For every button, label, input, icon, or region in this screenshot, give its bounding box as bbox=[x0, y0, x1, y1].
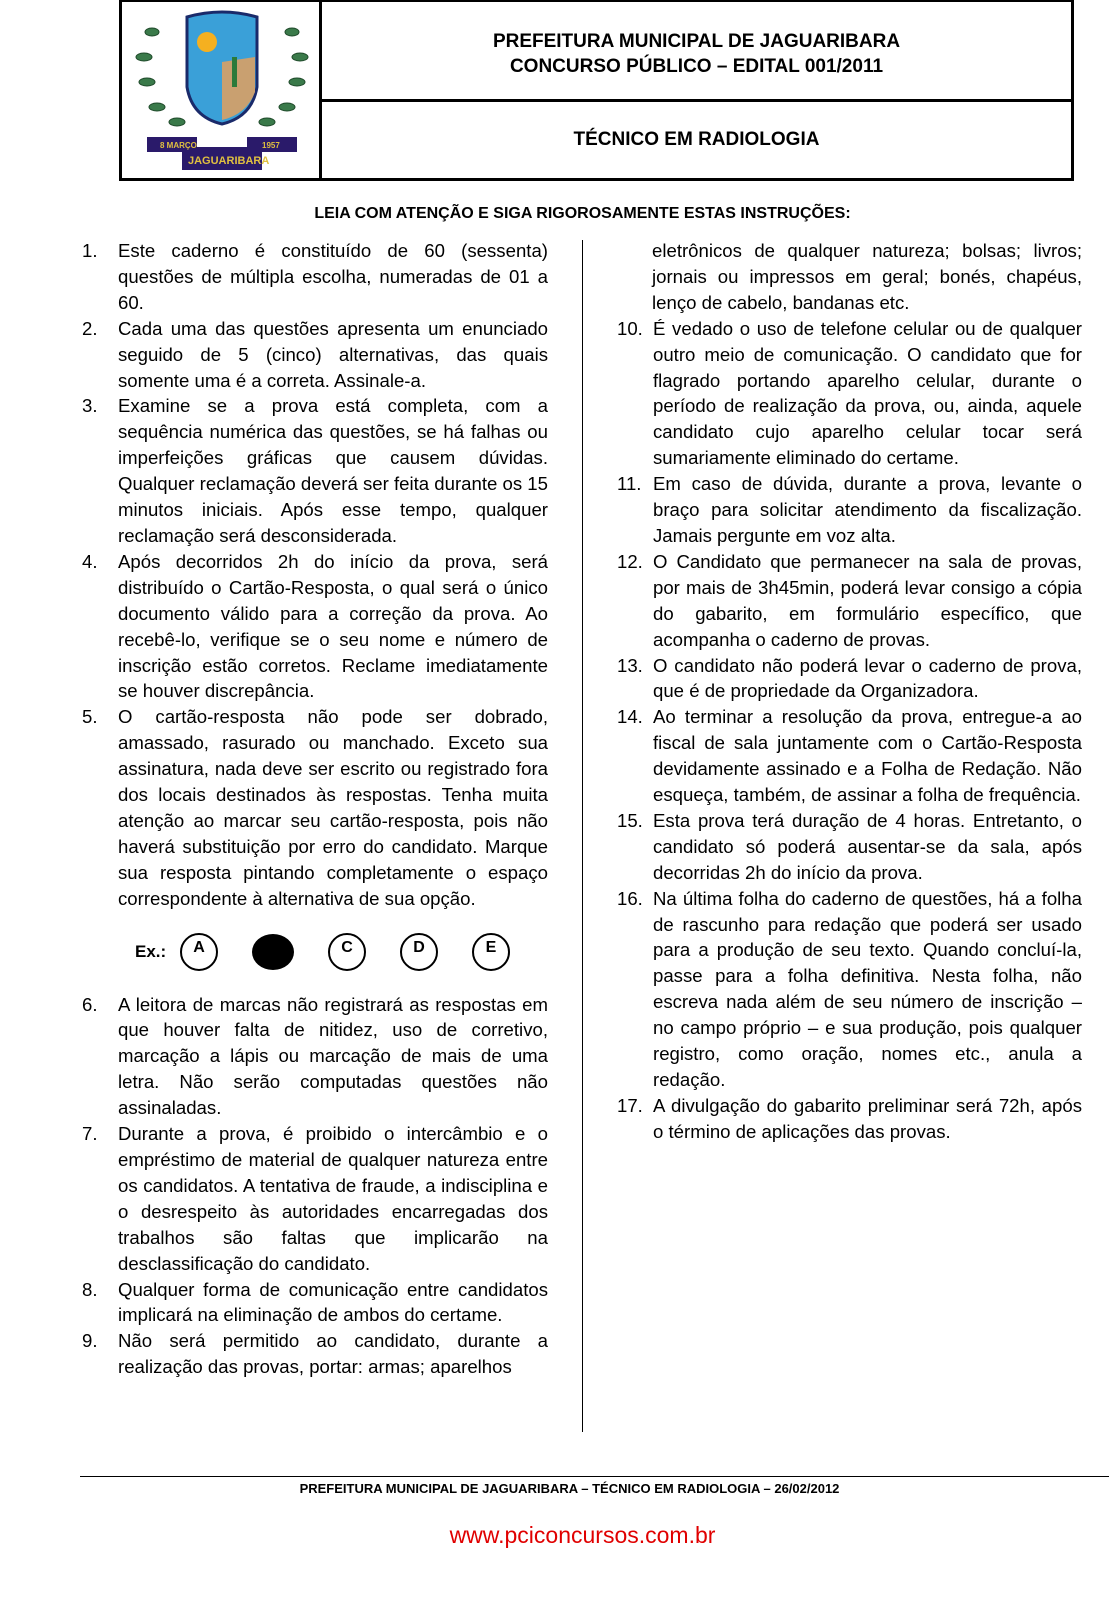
item-number: 7. bbox=[82, 1123, 98, 1145]
header-title bbox=[322, 2, 1071, 102]
item-number: 11. bbox=[617, 473, 642, 495]
item-text: Este caderno é constituído de 60 (sessenta) questões de múltipla escolha, numeradas de 01 a 60. bbox=[118, 240, 548, 313]
svg-text:1957: 1957 bbox=[262, 141, 280, 150]
answer-bubble: A bbox=[180, 933, 218, 971]
item-number: 16. bbox=[617, 887, 643, 909]
answer-example bbox=[82, 912, 548, 992]
item-number: 5. bbox=[82, 706, 98, 728]
list-item bbox=[82, 1277, 548, 1329]
item-text: Esta prova terá duração de 4 horas. Entretanto, o candidato só poderá ausentar-se da sala, após decorridas 2h do início da prova. bbox=[653, 809, 1082, 883]
item-text: O Candidato que permanecer na sala de provas, por mais de 3h45min, poderá levar consigo a cópia do gabarito, em formulário específico, que acompanha o caderno de provas. bbox=[653, 550, 1082, 650]
item-number: 13. bbox=[617, 654, 643, 676]
list-item bbox=[617, 316, 1082, 471]
list-item bbox=[82, 549, 548, 704]
item-text: O candidato não poderá levar o caderno de prova, que é de propriedade da Organizadora. bbox=[653, 654, 1082, 702]
answer-bubble: C bbox=[328, 933, 366, 971]
instructions-title: LEIA COM ATENÇÃO E SIGA RIGOROSAMENTE ESTAS INSTRUÇÕES: bbox=[314, 205, 851, 222]
list-item bbox=[82, 238, 548, 316]
municipal-coat-of-arms-logo bbox=[122, 2, 322, 178]
list-item bbox=[617, 549, 1082, 653]
list-item bbox=[82, 704, 548, 911]
list-item bbox=[82, 316, 548, 394]
list-item bbox=[82, 393, 548, 548]
column-divider bbox=[582, 240, 583, 1432]
item-text: Em caso de dúvida, durante a prova, levante o braço para solicitar atendimento da fiscalização. Jamais pergunte em voz alta. bbox=[653, 473, 1082, 546]
item-number: 1. bbox=[82, 240, 98, 261]
list-item bbox=[82, 1328, 548, 1380]
svg-text:8 MARÇO: 8 MARÇO bbox=[160, 141, 197, 150]
item-text: A divulgação do gabarito preliminar será 72h, após o término de aplicações das provas. bbox=[653, 1094, 1082, 1142]
list-item bbox=[617, 471, 1082, 549]
list-item bbox=[617, 1093, 1082, 1145]
list-item bbox=[617, 808, 1082, 886]
answer-bubble-filled bbox=[252, 934, 294, 970]
svg-text:JAGUARIBARA: JAGUARIBARA bbox=[188, 155, 270, 167]
header-box bbox=[119, 0, 1074, 181]
left-column bbox=[82, 238, 548, 1380]
header-line2: CONCURSO PÚBLICO – EDITAL 001/2011 bbox=[509, 55, 884, 77]
item-text: Após decorridos 2h do início da prova, será distribuído o Cartão-Resposta, o qual será o único documento válido para a correção da prova. Ao recebê-lo, verifique se o seu nome e número de inscrição estão corretos. Reclame imediatamente se houver discrepância. bbox=[118, 550, 548, 702]
item-number: 3. bbox=[82, 395, 98, 417]
header-role: TÉCNICO EM RADIOLOGIA bbox=[573, 129, 820, 150]
item-number: 9. bbox=[82, 1330, 98, 1352]
example-label: Ex.: bbox=[135, 941, 167, 961]
answer-bubble: D bbox=[400, 933, 438, 971]
item-text: Examine se a prova está completa, com a sequência numérica das questões, se há falhas ou imperfeições gráficas que causem dúvidas. Qualquer reclamação deverá ser feita durante os 15 minutos iniciais. Após esse tempo, qualquer reclamação será desconsiderada. bbox=[118, 395, 548, 546]
item-number: 2. bbox=[82, 317, 98, 339]
item-text: O cartão-resposta não pode ser dobrado, amassado, rasurado ou manchado. Exceto sua assinatura, nada deve ser escrito ou registrado fora dos locais destinados às respostas. Tenha muita atenção ao marcar seu cartão-resposta, pois não haverá substituição por erro do candidato. Marque sua resposta pintando completamente o espaço correspondente à alternativa de sua opção. bbox=[118, 706, 548, 909]
source-url: www.pciconcursos.com.br bbox=[449, 1522, 716, 1548]
item-number: 8. bbox=[82, 1278, 98, 1300]
item-text: Qualquer forma de comunicação entre candidatos implicará na eliminação de ambos do certame. bbox=[118, 1278, 548, 1326]
right-column bbox=[617, 238, 1082, 1145]
header-line1: PREFEITURA MUNICIPAL DE JAGUARIBARA bbox=[492, 30, 901, 52]
list-item bbox=[82, 992, 548, 1122]
item-text: A leitora de marcas não registrará as respostas em que houver falta de nitidez, uso de corretivo, marcação a lápis ou marcação de mais de uma letra. Não serão computadas questões não assinaladas. bbox=[118, 993, 548, 1119]
item-number: 15. bbox=[617, 809, 643, 831]
item-text: Cada uma das questões apresenta um enunciado seguido de 5 (cinco) alternativas, das quais somente uma é a correta. Assinale-a. bbox=[118, 317, 548, 391]
item-number: 17. bbox=[617, 1094, 643, 1116]
list-item bbox=[617, 653, 1082, 705]
list-item bbox=[617, 704, 1082, 808]
list-item bbox=[617, 886, 1082, 1093]
answer-bubble: E bbox=[472, 933, 510, 971]
item-text: Não será permitido ao candidato, durante a realização das provas, portar: armas; aparelhos bbox=[118, 1330, 548, 1378]
item-number: 14. bbox=[617, 706, 643, 728]
item-text: Na última folha do caderno de questões, há a folha de rascunho para redação que poderá ser usado para a produção de seu texto. Quando concluí-la, passe para a folha definitiva. Nesta folha, não escreva nada além de seu número de inscrição – no campo próprio – e sua produção, pois qualquer registro, como oração, nomes etc., anula a redação. bbox=[653, 887, 1082, 1090]
item-number: 6. bbox=[82, 993, 98, 1015]
item-text: Ao terminar a resolução da prova, entregue-a ao fiscal de sala juntamente com o Cartão-Resposta devidamente assinado e a Folha de Redação. Não esqueça, também, de assinar a folha de frequência. bbox=[653, 706, 1082, 806]
footer: PREFEITURA MUNICIPAL DE JAGUARIBARA – TÉCNICO EM RADIOLOGIA – 26/02/2012 bbox=[80, 1476, 1109, 1496]
item-text: É vedado o uso de telefone celular ou de qualquer outro meio de comunicação. O candidato que for flagrado portando aparelho celular, durante o período de realização da prova, ou, ainda, aquele candidato cujo aparelho celular tocar será sumariamente eliminado do certame. bbox=[653, 317, 1082, 469]
item-text: Durante a prova, é proibido o intercâmbio e o empréstimo de material de qualquer natureza entre os candidatos. A tentativa de fraude, a indisciplina e o desrespeito às autoridades encarregadas dos trabalhos são faltas que implicarão na desclassificação do candidato. bbox=[118, 1123, 548, 1274]
item-number: 4. bbox=[82, 550, 98, 572]
list-item-continuation: eletrônicos de qualquer natureza; bolsas; livros; jornais ou impressos em geral; bonés, chapéus, lenço de cabelo, bandanas etc. bbox=[652, 240, 1082, 313]
item-number: 10. bbox=[617, 317, 643, 339]
list-item bbox=[82, 1121, 548, 1276]
item-number: 12. bbox=[617, 550, 643, 572]
